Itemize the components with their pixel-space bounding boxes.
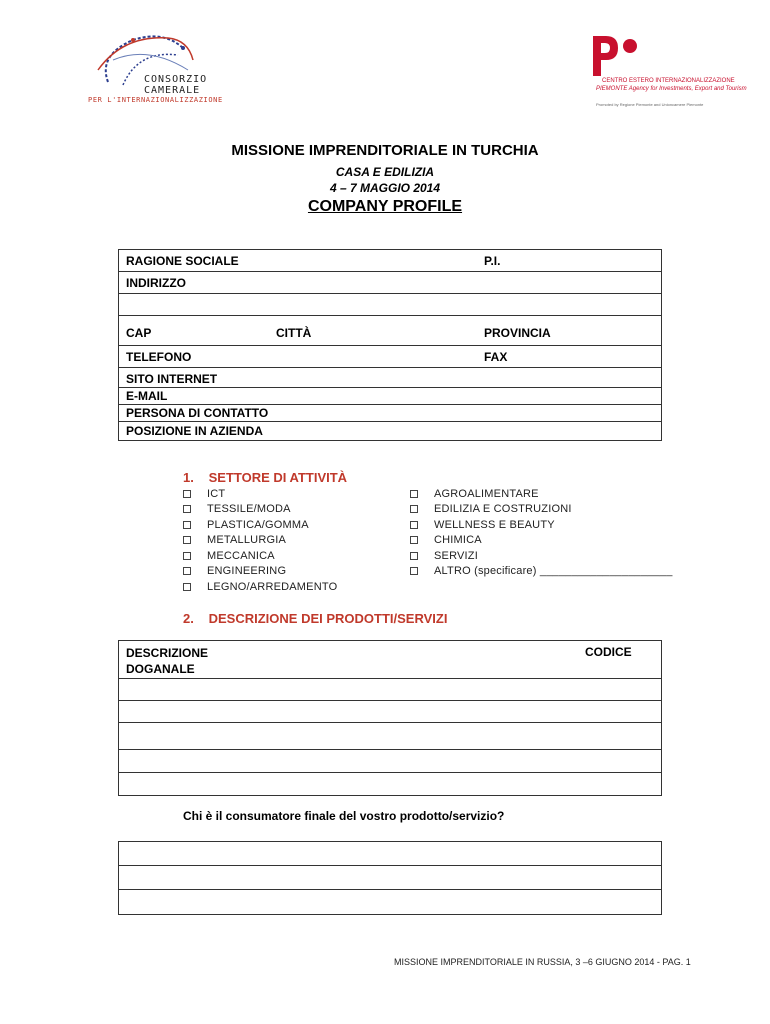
row-indirizzo-continued[interactable]	[119, 294, 661, 316]
label-persona-contatto: PERSONA DI CONTATTO	[126, 406, 269, 420]
form-title: COMPANY PROFILE	[307, 198, 463, 215]
products-row[interactable]	[119, 679, 661, 701]
label-email: E-MAIL	[126, 389, 168, 403]
label-citta: CITTÀ	[276, 326, 312, 341]
column-codice: CODICE	[585, 645, 632, 659]
column-descrizione-doganale	[126, 645, 208, 677]
products-table-header	[119, 641, 661, 679]
page-title: MISSIONE IMPRENDITORIALE IN TURCHIA	[231, 142, 539, 159]
row-telefono-fax[interactable]	[119, 346, 661, 368]
consumer-answer-table	[118, 841, 662, 915]
column-desc-line2: DOGANALE	[126, 662, 195, 676]
answer-row[interactable]	[119, 890, 661, 914]
option-chimica[interactable]: CHIMICA	[410, 533, 673, 549]
logo-line-camerale: CAMERALE	[144, 85, 201, 96]
checkbox[interactable]	[183, 536, 191, 544]
logo-line-internazionalizzazione: PER L'INTERNAZIONALIZZAZIONE	[88, 96, 223, 104]
column-desc-line1: DESCRIZIONE	[126, 646, 209, 660]
checkbox[interactable]	[410, 536, 418, 544]
logo-line-centro-estero: CENTRO ESTERO INTERNAZIONALIZZAZIONE	[602, 78, 735, 84]
option-wellness-beauty[interactable]: WELLNESS E BEAUTY	[410, 517, 673, 533]
p-circle-icon	[588, 34, 648, 78]
checkbox[interactable]	[410, 552, 418, 560]
logo-line-promoted: Promoted by Regione Piemonte and Unioncamere Piemonte	[596, 102, 704, 107]
option-servizi[interactable]: SERVIZI	[410, 548, 673, 564]
checkbox[interactable]	[183, 583, 191, 591]
checkbox[interactable]	[410, 567, 418, 575]
page-subtitle: CASA E EDILIZIA	[335, 165, 435, 179]
label-indirizzo: INDIRIZZO	[126, 275, 186, 290]
checkbox[interactable]	[410, 521, 418, 529]
sector-options-right	[410, 486, 673, 579]
event-dates: 4 – 7 MAGGIO 2014	[329, 181, 441, 195]
section-1-number: 1.	[183, 470, 194, 485]
sector-options-left	[183, 486, 337, 595]
section-2-heading	[183, 611, 447, 626]
option-ict[interactable]: ICT	[183, 486, 337, 502]
label-partita-iva: P.I.	[484, 253, 501, 268]
ceipiemonte-logo	[588, 34, 747, 110]
section-1-heading	[183, 470, 347, 485]
checkbox[interactable]	[410, 505, 418, 513]
label-sito-internet: SITO INTERNET	[126, 372, 218, 387]
products-row[interactable]	[119, 701, 661, 723]
consorzio-camerale-logo	[88, 30, 238, 106]
consumer-question: Chi è il consumatore finale del vostro prodotto/servizio?	[183, 809, 505, 823]
logo-line-consorzio: CONSORZIO	[144, 74, 208, 85]
row-ragione-sociale[interactable]	[119, 250, 661, 272]
label-posizione-azienda: POSIZIONE IN AZIENDA	[126, 424, 263, 438]
section-1-title: SETTORE DI ATTIVITÀ	[208, 470, 348, 485]
products-row[interactable]	[119, 773, 661, 795]
products-row[interactable]	[119, 723, 661, 750]
answer-row[interactable]	[119, 866, 661, 890]
logo-line-piemonte: PIEMONTE Agency for Investments, Export and Tourism	[596, 86, 747, 92]
label-cap: CAP	[126, 326, 152, 341]
option-altro[interactable]: ALTRO (specificare) _____________________	[410, 564, 673, 580]
row-indirizzo[interactable]	[119, 272, 661, 294]
option-agroalimentare[interactable]: AGROALIMENTARE	[410, 486, 673, 502]
option-edilizia-costruzioni[interactable]: EDILIZIA E COSTRUZIONI	[410, 502, 673, 518]
label-telefono: TELEFONO	[126, 349, 192, 364]
row-posizione-azienda[interactable]	[119, 422, 661, 440]
company-info-table	[118, 249, 662, 441]
option-meccanica[interactable]: MECCANICA	[183, 548, 337, 564]
products-table	[118, 640, 662, 796]
checkbox[interactable]	[183, 567, 191, 575]
label-fax: FAX	[484, 349, 508, 364]
option-legno-arredamento[interactable]: LEGNO/ARREDAMENTO	[183, 579, 337, 595]
section-2-title: DESCRIZIONE DEI PRODOTTI/SERVIZI	[208, 611, 448, 626]
row-sito-internet[interactable]	[119, 368, 661, 388]
label-ragione-sociale: RAGIONE SOCIALE	[126, 253, 239, 268]
checkbox[interactable]	[410, 490, 418, 498]
answer-row[interactable]	[119, 842, 661, 866]
page-footer: MISSIONE IMPRENDITORIALE IN RUSSIA, 3 –6 GIUGNO 2014 - PAG. 1	[394, 957, 691, 967]
products-row[interactable]	[119, 750, 661, 773]
checkbox[interactable]	[183, 490, 191, 498]
label-provincia: PROVINCIA	[484, 326, 551, 341]
row-cap-citta-provincia[interactable]	[119, 316, 661, 346]
checkbox[interactable]	[183, 505, 191, 513]
option-tessile-moda[interactable]: TESSILE/MODA	[183, 502, 337, 518]
checkbox[interactable]	[183, 552, 191, 560]
option-engineering[interactable]: ENGINEERING	[183, 564, 337, 580]
checkbox[interactable]	[183, 521, 191, 529]
option-plastica-gomma[interactable]: PLASTICA/GOMMA	[183, 517, 337, 533]
row-persona-contatto[interactable]	[119, 405, 661, 422]
row-email[interactable]	[119, 388, 661, 405]
option-metallurgia[interactable]: METALLURGIA	[183, 533, 337, 549]
section-2-number: 2.	[183, 611, 194, 626]
